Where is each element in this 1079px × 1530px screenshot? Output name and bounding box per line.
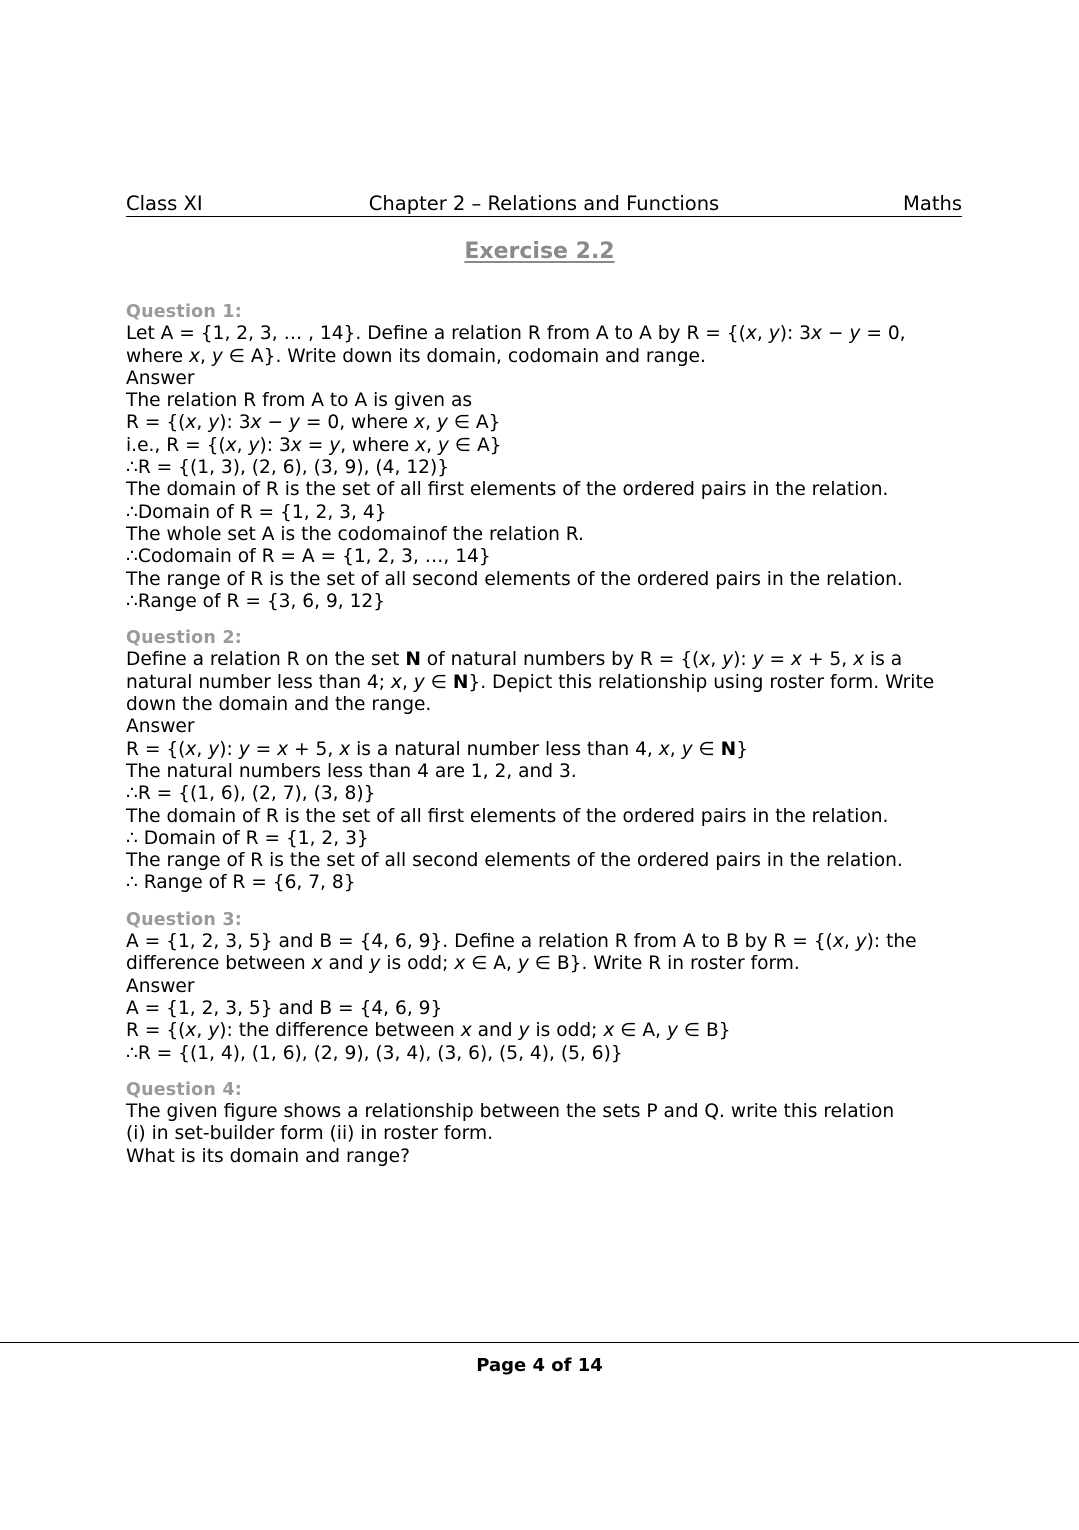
text-line: R = {(x, y): 3x − y = 0, where x, y ∈ A} — [126, 412, 501, 434]
text-line: A = {1, 2, 3, 5} and B = {4, 6, 9}. Define a relation R from A to B by R = {(x, y): the — [126, 931, 917, 953]
question-block — [126, 909, 950, 1065]
text-line: The range of R is the set of all second elements of the ordered pairs in the relation. — [126, 850, 903, 872]
text-line: The relation R from A to A is given as — [126, 390, 473, 412]
text-line: The given figure shows a relationship between the sets P and Q. write this relation — [126, 1101, 895, 1123]
text-line: The domain of R is the set of all first elements of the ordered pairs in the relation. — [126, 479, 889, 501]
text-line: The domain of R is the set of all first elements of the ordered pairs in the relation. — [126, 805, 889, 827]
question-label: Question 3: — [126, 909, 242, 930]
question-label: Question 4: — [126, 1079, 242, 1100]
question-block — [126, 1079, 950, 1168]
header-center-chapter: Chapter 2 – Relations and Functions — [368, 192, 720, 215]
text-line: Answer — [126, 975, 195, 997]
text-line: natural number less than 4; x, y ∈ N}. Depict this relationship using roster form. Write — [126, 671, 935, 693]
text-line: ∴R = {(1, 6), (2, 7), (3, 8)} — [126, 783, 376, 805]
text-line: ∴R = {(1, 4), (1, 6), (2, 9), (3, 4), (3, 6), (5, 4), (5, 6)} — [126, 1042, 623, 1064]
text-line: difference between x and y is odd; x ∈ A, y ∈ B}. Write R in roster form. — [126, 953, 800, 975]
question-block — [126, 301, 950, 613]
text-line: ∴ Range of R = {6, 7, 8} — [126, 872, 356, 894]
header-right-subject: Maths — [903, 192, 962, 215]
text-line: The natural numbers less than 4 are 1, 2, and 3. — [126, 760, 577, 782]
text-line: ∴R = {(1, 3), (2, 6), (3, 9), (4, 12)} — [126, 457, 450, 479]
exercise-title: Exercise 2.2 — [464, 239, 615, 264]
question-block — [126, 627, 950, 895]
header-left-class: Class XI — [126, 192, 203, 215]
page-number: Page 4 of 14 — [476, 1355, 603, 1376]
question-label: Question 1: — [126, 302, 242, 322]
page-header — [126, 193, 962, 215]
text-line: ∴Domain of R = {1, 2, 3, 4} — [126, 501, 387, 523]
text-line: down the domain and the range. — [126, 694, 432, 716]
text-line: R = {(x, y): y = x + 5, x is a natural number less than 4, x, y ∈ N} — [126, 738, 749, 760]
text-line: The whole set A is the codomainof the relation R. — [126, 523, 584, 545]
footer-divider — [0, 1342, 1079, 1343]
header-divider — [126, 216, 962, 217]
text-line: Let A = {1, 2, 3, … , 14}. Define a relation R from A to A by R = {(x, y): 3x − y = 0, — [126, 323, 906, 345]
text-line: Define a relation R on the set N of natural numbers by R = {(x, y): y = x + 5, x is a — [126, 649, 903, 671]
text-line: A = {1, 2, 3, 5} and B = {4, 6, 9} — [126, 997, 443, 1019]
text-line: Answer — [126, 367, 195, 389]
text-line: Answer — [126, 716, 195, 738]
text-line: The range of R is the set of all second elements of the ordered pairs in the relation. — [126, 568, 903, 590]
text-line: i.e., R = {(x, y): 3x = y, where x, y ∈ A} — [126, 434, 502, 456]
text-line: (i) in set-builder form (ii) in roster form. — [126, 1123, 494, 1145]
question-label: Question 2: — [126, 628, 242, 649]
text-line: R = {(x, y): the difference between x and y is odd; x ∈ A, y ∈ B} — [126, 1020, 731, 1042]
text-line: ∴Range of R = {3, 6, 9, 12} — [126, 590, 386, 612]
text-line: ∴ Domain of R = {1, 2, 3} — [126, 827, 369, 849]
document-body — [126, 301, 950, 1182]
text-line: ∴Codomain of R = A = {1, 2, 3, …, 14} — [126, 546, 491, 568]
text-line: What is its domain and range? — [126, 1145, 410, 1167]
text-line: where x, y ∈ A}. Write down its domain, codomain and range. — [126, 345, 706, 367]
